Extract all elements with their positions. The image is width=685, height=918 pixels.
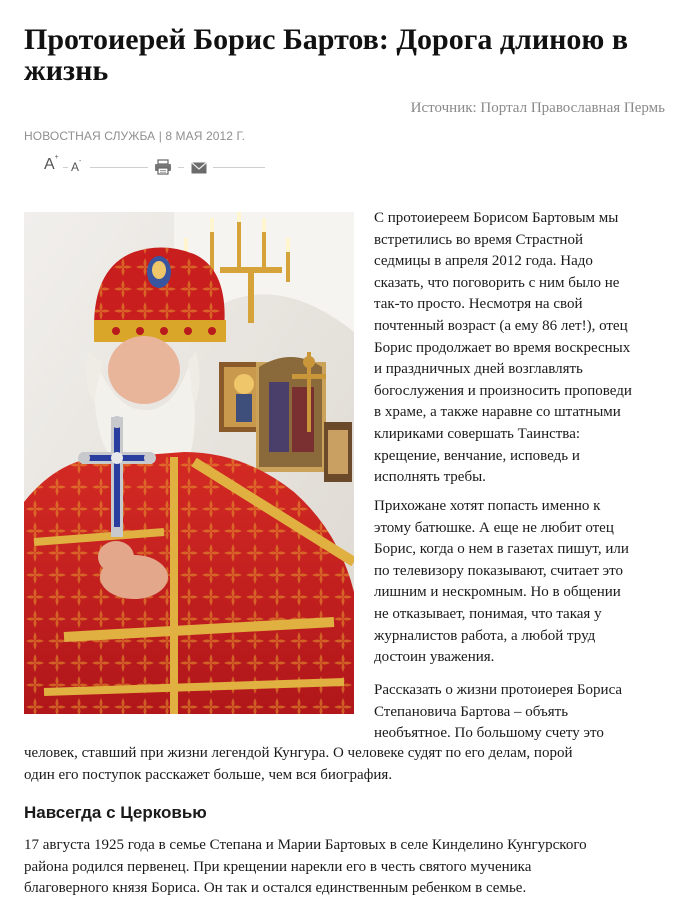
text-line: сказать, что поговорить с ним было не <box>374 274 620 291</box>
text-line: по телевизору показывают, считает это <box>374 562 623 579</box>
text-line: необъятное. По большому счету это <box>374 725 604 742</box>
text-line: и праздничных дней возглавлять <box>374 361 583 378</box>
toolbar-divider <box>178 167 184 168</box>
text-line: С протоиереем Борисом Бартовым мы <box>374 210 619 226</box>
font-increase-mark: + <box>54 154 59 161</box>
article-photo <box>24 212 354 714</box>
text-line: достоин уважения. <box>374 649 495 666</box>
text-line: так-то просто. Несмотря на свой <box>374 296 583 313</box>
font-increase-button[interactable] <box>44 156 59 174</box>
text-line: района родился первенец. При крещении нарекли его в честь святого мученика <box>24 858 532 875</box>
text-line: в храме, а также наравне со штатными <box>374 404 621 421</box>
paragraph-3 <box>374 680 674 745</box>
paragraph-4 <box>24 835 674 900</box>
text-line: один его поступок расскажет больше, чем вся биография. <box>24 766 393 783</box>
text-line: Борис, когда о нем в газетах пишут, или <box>374 541 629 558</box>
text-line: 17 августа 1925 года в семье Степана и Марии Бартовых в селе Кинделино Кунгурского <box>24 837 587 853</box>
text-line: Борис продолжает во время воскресных <box>374 339 631 356</box>
article-title: Протоиерей Борис Бартов: Дорога длиною в жизнь <box>24 23 629 87</box>
text-line: Степановича Бартова – объять <box>374 703 569 720</box>
text-line: Рассказать о жизни протоиерея Бориса <box>374 682 623 698</box>
text-line: лишним и нескромным. Но в общении <box>374 584 621 601</box>
text-line: журналистов работа, а любой труд <box>374 627 596 644</box>
article-source[interactable]: Источник: Портал Православная Пермь <box>410 100 665 116</box>
text-line: исполнять требы. <box>374 469 486 486</box>
section-heading: Навсегда с Церковью <box>24 803 207 822</box>
font-decrease-button[interactable] <box>71 160 81 174</box>
font-decrease-mark: - <box>79 158 82 165</box>
text-line: этому батюшке. А еще не любит отец <box>374 519 614 536</box>
text-line: богослужения и произносить проповеди <box>374 382 632 399</box>
toolbar-divider <box>213 167 265 168</box>
font-decrease-label: A <box>71 160 80 174</box>
paragraph-1 <box>374 208 674 489</box>
text-line: не отказывает, понимая, что такая у <box>374 605 602 622</box>
text-line: седмицы в апреля 2012 года. Надо <box>374 253 593 270</box>
text-line: человек, ставший при жизни легендой Кунгура. О человеке судят по его делам, порой <box>24 745 573 761</box>
text-line: почтенный возраст (а ему 86 лет!), отец <box>374 317 628 334</box>
text-line: благоверного князя Бориса. Он так и остался единственным ребенком в семье. <box>24 880 527 897</box>
text-line: встретились во время Страстной <box>374 231 583 248</box>
text-line: крещение, венчание, исповедь и <box>374 447 580 464</box>
text-line: Прихожане хотят попасть именно к <box>374 498 601 514</box>
article-meta: НОВОСТНАЯ СЛУЖБА | 8 МАЯ 2012 Г. <box>24 129 246 143</box>
envelope-icon[interactable] <box>191 161 207 179</box>
paragraph-2 <box>374 496 674 669</box>
toolbar-divider <box>63 167 68 168</box>
toolbar-divider <box>90 167 148 168</box>
paragraph-3-continued <box>24 743 674 786</box>
article-toolbar <box>24 156 269 178</box>
font-increase-label: A <box>44 156 55 173</box>
printer-icon[interactable] <box>154 159 172 180</box>
text-line: клириками совершать Таинства: <box>374 425 581 442</box>
